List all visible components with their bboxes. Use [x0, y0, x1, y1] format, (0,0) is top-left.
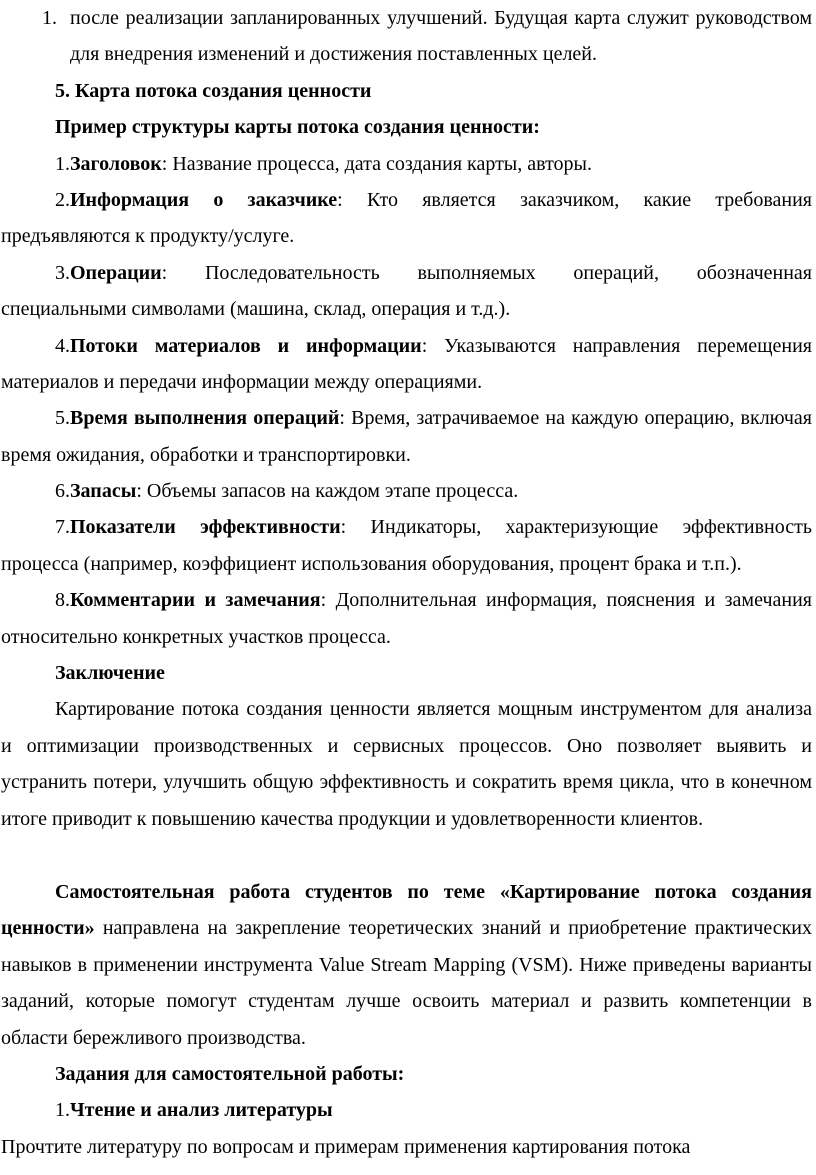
bold-text: Пример структуры карты потока создания ценности:: [55, 116, 540, 139]
text-run: Прочтите литературу по вопросам и примерам применения картирования потока: [1, 1135, 691, 1158]
text-line: [0, 582, 816, 618]
text-line: [0, 146, 816, 182]
text-run: материалов и передачи информации между операциями.: [1, 370, 483, 393]
text-line: [0, 437, 816, 473]
bold-text: Время выполнения операций: [70, 407, 340, 430]
text-line: [0, 109, 816, 145]
text-run: : Время, затрачиваемое на каждую операцию, включая: [339, 407, 812, 430]
text-run: : Последовательность выполняемых операций, обозначенная: [161, 261, 812, 284]
text-run: Картирование потока создания ценности является мощным инструментом для анализа: [55, 698, 812, 721]
bold-text: Заголовок: [70, 152, 162, 175]
text-line: [0, 619, 816, 655]
text-line: [0, 291, 816, 327]
blank-line: [0, 837, 816, 874]
text-run: навыков в применении инструмента Value Stream Mapping (VSM). Ниже приведены варианты: [1, 953, 812, 976]
text-line: [0, 691, 816, 727]
text-line: [0, 255, 816, 291]
bold-text: Заключение: [55, 662, 165, 685]
list-number: 1.: [42, 7, 57, 29]
bold-text: Самостоятельная работа студентов по теме «Картирование потока создания: [55, 880, 812, 903]
bold-text: Комментарии и замечания: [70, 589, 321, 612]
text-run: предъявляются к продукту/услуге.: [1, 225, 295, 248]
text-run: итоге приводит к повышению качества продукции и удовлетворенности клиентов.: [1, 807, 704, 830]
text-run: : Индикаторы, характеризующие эффективность: [340, 516, 812, 539]
text-line: [0, 0, 816, 36]
text-run: области бережливого производства.: [1, 1026, 306, 1049]
text-run: время ожидания, обработки и транспортировки.: [1, 443, 411, 466]
text-line: [0, 73, 816, 109]
text-run: 7.: [55, 516, 70, 539]
text-run: направлена на закрепление теоретических знаний и приобретение практических: [94, 917, 812, 940]
text-line: [0, 801, 816, 837]
text-run: 2.: [55, 188, 70, 211]
bold-text: Операции: [70, 261, 162, 284]
text-run: специальными символами (машина, склад, операция и т.д.).: [1, 298, 511, 321]
text-line: [0, 509, 816, 545]
text-line: [0, 1092, 816, 1128]
text-run: : Кто является заказчиком, какие требования: [337, 188, 812, 211]
text-run: 1.: [55, 1099, 70, 1122]
text-run: заданий, которые помогут студентам лучше освоить материал и развить компетенции в: [1, 990, 812, 1013]
text-line: [0, 728, 816, 764]
text-run: 6.: [55, 480, 70, 503]
text-line: [0, 764, 816, 800]
bold-text: Информация о заказчике: [70, 188, 338, 211]
text-run: процесса (например, коэффициент использования оборудования, процент брака и т.п.).: [1, 552, 742, 575]
text-run: и оптимизации производственных и сервисных процессов. Оно позволяет выявить и: [1, 734, 812, 757]
text-line: [0, 364, 816, 400]
text-line: [0, 473, 816, 509]
text-line: [0, 400, 816, 436]
bold-text: Потоки материалов и информации: [70, 334, 422, 357]
text-run: после реализации запланированных улучшений. Будущая карта служит руководством: [70, 7, 812, 29]
bold-text: ценности»: [1, 917, 95, 940]
bold-text: Показатели эффективности: [70, 516, 341, 539]
text-line: [0, 1129, 816, 1165]
text-line: [0, 36, 816, 72]
text-line: [0, 910, 816, 946]
bold-text: Задания для самостоятельной работы:: [55, 1062, 405, 1085]
text-run: : Дополнительная информация, пояснения и замечания: [320, 589, 812, 612]
text-run: : Объемы запасов на каждом этапе процесса.: [136, 480, 519, 503]
text-run: устранить потери, улучшить общую эффективность и сократить время цикла, что в конечном: [1, 771, 812, 794]
text-line: [0, 874, 816, 910]
text-run: 4.: [55, 334, 70, 357]
text-run: 1.: [55, 152, 70, 175]
bold-text: Чтение и анализ литературы: [70, 1099, 333, 1122]
text-run: 3.: [55, 261, 70, 284]
bold-text: Запасы: [70, 480, 137, 503]
text-line: [0, 182, 816, 218]
text-run: : Название процесса, дата создания карты, авторы.: [161, 152, 592, 175]
text-line: [0, 218, 816, 254]
text-line: [0, 328, 816, 364]
text-run: 5.: [55, 407, 70, 430]
text-line: [0, 983, 816, 1019]
text-run: относительно конкретных участков процесса.: [1, 625, 391, 648]
text-line: [0, 1056, 816, 1092]
text-run: : Указываются направления перемещения: [421, 334, 812, 357]
text-line: [0, 1020, 816, 1056]
text-run: 8.: [55, 589, 70, 612]
text-run: для внедрения изменений и достижения поставленных целей.: [70, 43, 598, 66]
bold-text: 5. Карта потока создания ценности: [55, 79, 372, 102]
text-line: [0, 546, 816, 582]
text-line: [0, 947, 816, 983]
text-line: [0, 655, 816, 691]
